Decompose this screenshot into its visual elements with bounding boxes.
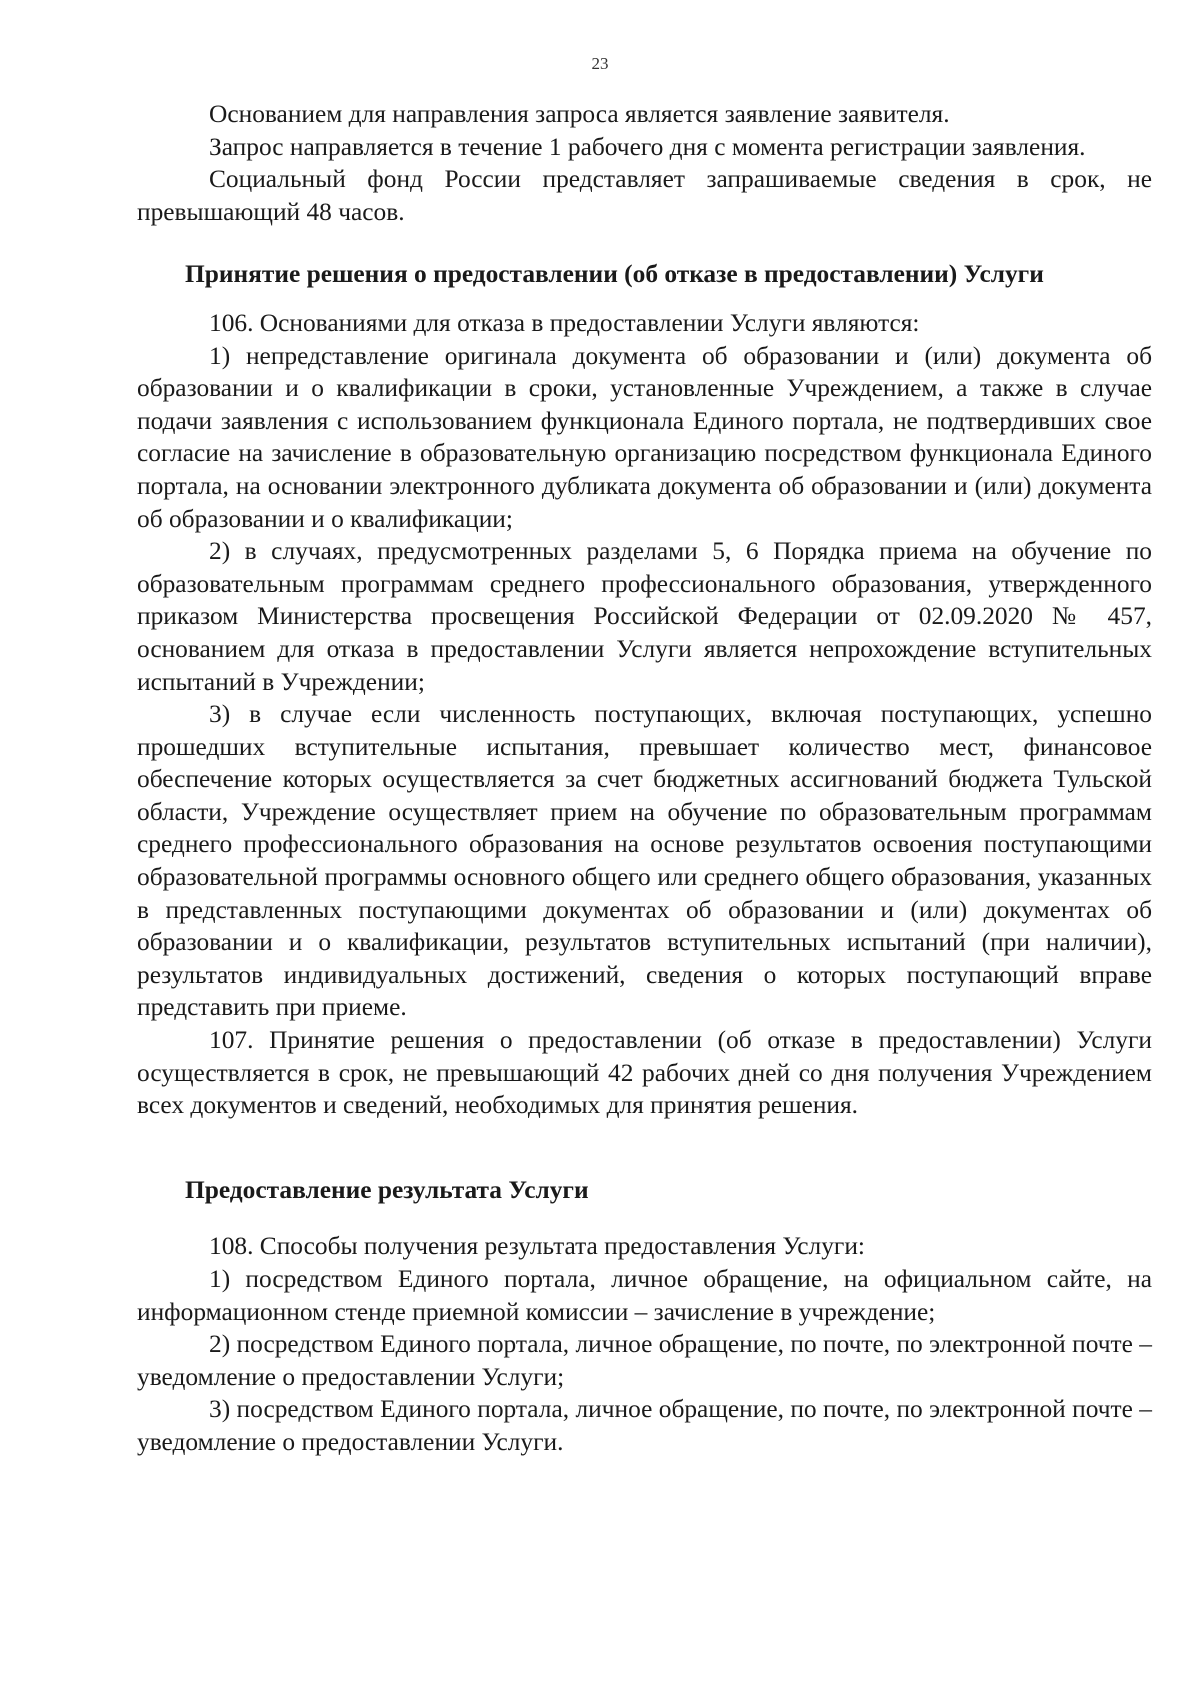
paragraph: 3) посредством Единого портала, личное обращение, по почте, по электронной почте – уведомление о предоставлении Услуги. (137, 1395, 1152, 1456)
paragraph: Запрос направляется в течение 1 рабочего дня с момента регистрации заявления. (209, 132, 1086, 161)
paragraph: 1) непредставление оригинала документа об образовании и (или) документа об образовании и о квалификации в сроки, установленные Учреждением, а также в случае подачи заявления с использованием функционала Единого портала, не подтвердивших свое согласие на зачисление в образовательную организацию посредством функционала Единого портала, на основании электронного дубликата документа об образовании и (или) документа об образовании и о квалификации; (137, 341, 1152, 533)
paragraph: Основанием для направления запроса является заявление заявителя. (209, 100, 950, 128)
paragraph: 108. Способы получения результата предоставления Услуги: (209, 1232, 865, 1261)
document-body (137, 98, 1152, 1459)
section-heading: Предоставление результата Услуги (185, 1175, 589, 1204)
section-heading: Принятие решения о предоставлении (об отказе в предоставлении) Услуги (185, 260, 1044, 289)
paragraph: 106. Основаниями для отказа в предоставлении Услуги являются: (209, 308, 920, 337)
paragraph: 3) в случае если численность поступающих, включая поступающих, успешно прошедших вступительные испытания, превышает количество мест, финансовое обеспечение которых осуществляется за счет бюджетных ассигнований бюджета Тульской области, Учреждение осуществляет прием на обучение по образовательным программам среднего профессионального образования на основе результатов освоения поступающими образовательной программы основного общего или среднего общего образования, указанных в представленных поступающими документах об образовании и (или) документах об образовании и о квалификации, результатов вступительных испытаний (при наличии), результатов индивидуальных достижений, сведения о которых поступающий вправе представить при приеме. (137, 700, 1152, 1022)
paragraph: Социальный фонд России представляет запрашиваемые сведения в срок, не превышающий 48 часов. (137, 165, 1152, 226)
paragraph: 2) в случаях, предусмотренных разделами 5, 6 Порядка приема на обучение по образовательным программам среднего профессионального образования, утвержденного приказом Министерства просвещения Российской Федерации от 02.09.2020 № 457, основанием для отказа в предоставлении Услуги является непрохождение вступительных испытаний в Учреждении; (137, 537, 1152, 696)
page-number: 23 (591, 54, 609, 73)
paragraph: 1) посредством Единого портала, личное обращение, на официальном сайте, на информационном стенде приемной комиссии – зачисление в учреждение; (137, 1265, 1152, 1326)
paragraph: 2) посредством Единого портала, личное обращение, по почте, по электронной почте – уведомление о предоставлении Услуги; (137, 1330, 1152, 1391)
paragraph: 107. Принятие решения о предоставлении (об отказе в предоставлении) Услуги осуществляется в срок, не превышающий 42 рабочих дней со дня получения Учреждением всех документов и сведений, необходимых для принятия решения. (137, 1026, 1152, 1120)
